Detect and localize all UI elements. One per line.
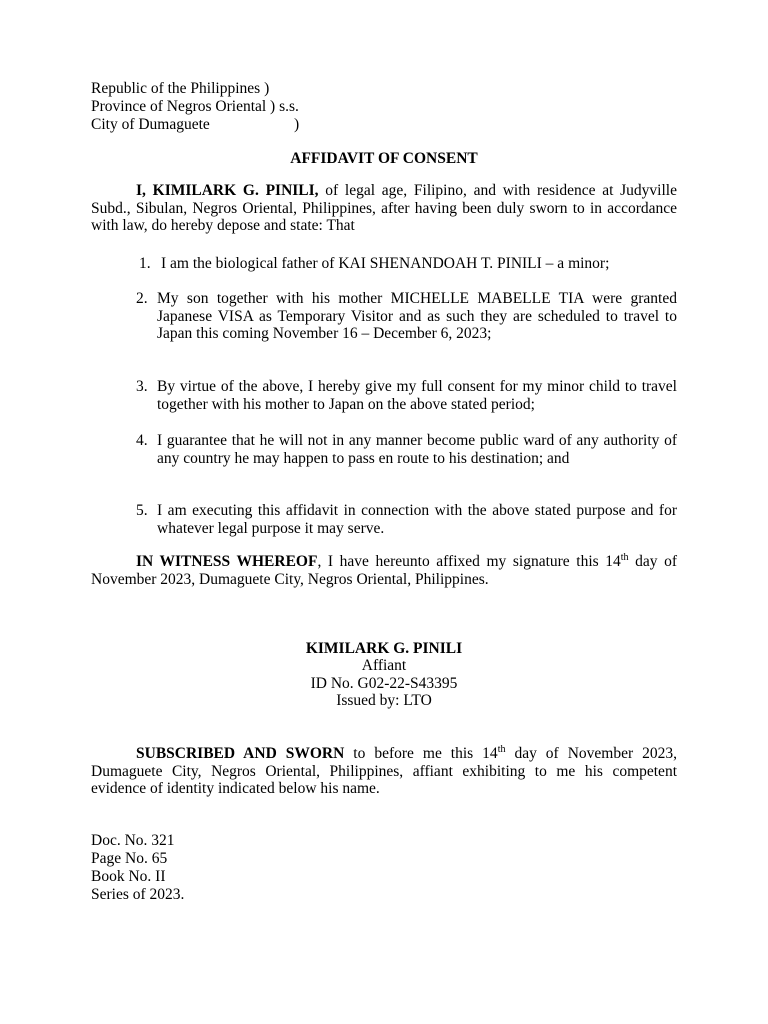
venue-province: Province of Negros Oriental ) s.s.: [91, 98, 299, 115]
item-3-number: 3.: [136, 378, 148, 395]
witness-ordinal: th: [620, 552, 629, 563]
venue-city-paren: ): [294, 116, 300, 133]
item-5-text: I am executing this affidavit in connection with the above stated purpose and for whatever legal purpose it may serve.: [157, 502, 677, 537]
jurat-ordinal: th: [497, 744, 506, 755]
jurat-text-2: day of November 2023, Dumaguete City, Negros Oriental, Philippines, affiant exhibiting to me his competent evidence of identity indicated below his name.: [91, 745, 677, 797]
witness-text-1: , I have hereunto affixed my signature this 14: [317, 553, 621, 570]
witness-paragraph: [91, 553, 677, 588]
notarial-book-no: Book No. II: [91, 868, 166, 885]
affiant-name: KIMILARK G. PINILI: [305, 640, 463, 657]
notarial-doc-no: Doc. No. 321: [91, 832, 175, 849]
venue-city: City of Dumaguete: [91, 116, 210, 133]
notarial-page-no: Page No. 65: [91, 850, 168, 867]
item-2-number: 2.: [136, 290, 148, 307]
item-4-number: 4.: [136, 432, 148, 449]
jurat-heading: SUBSCRIBED AND SWORN: [136, 745, 345, 762]
intro-paragraph: [91, 182, 677, 235]
affiant-name-intro: KIMILARK G. PINILI,: [152, 182, 319, 199]
item-5-number: 5.: [136, 502, 148, 519]
intro-lead: I,: [136, 182, 153, 199]
document-title: AFFIDAVIT OF CONSENT: [290, 150, 478, 167]
jurat-paragraph: [91, 745, 677, 798]
item-1-text: I am the biological father of KAI SHENANDOAH T. PINILI – a minor;: [161, 255, 610, 272]
jurat-text-1: to before me this 14: [344, 745, 498, 762]
witness-heading: IN WITNESS WHEREOF: [136, 553, 318, 570]
affiant-role: Affiant: [361, 657, 407, 674]
item-4-text: I guarantee that he will not in any manner become public ward of any authority of any country he may happen to pass en route to his destination; and: [157, 432, 677, 467]
item-2-text: My son together with his mother MICHELLE MABELLE TIA were granted Japanese VISA as Temporary Visitor and as such they are scheduled to travel to Japan this coming November 16 – December 6, 2023;: [157, 290, 677, 342]
affiant-id: ID No. G02-22-S43395: [310, 675, 458, 692]
item-3-text: By virtue of the above, I hereby give my full consent for my minor child to travel together with his mother to Japan on the above stated period;: [157, 378, 677, 413]
witness-text-2: day of November 2023, Dumaguete City, Negros Oriental, Philippines.: [91, 553, 678, 588]
item-1-number: 1.: [139, 255, 151, 272]
venue-republic: Republic of the Philippines ): [91, 80, 270, 97]
affiant-id-issuer: Issued by: LTO: [336, 692, 432, 709]
intro-text: of legal age, Filipino, and with residence at Judyville Subd., Sibulan, Negros Oriental, Philippines, after having been duly sworn to in accordance with law, do hereby depose and state: That: [91, 182, 677, 234]
notarial-series: Series of 2023.: [91, 886, 185, 903]
